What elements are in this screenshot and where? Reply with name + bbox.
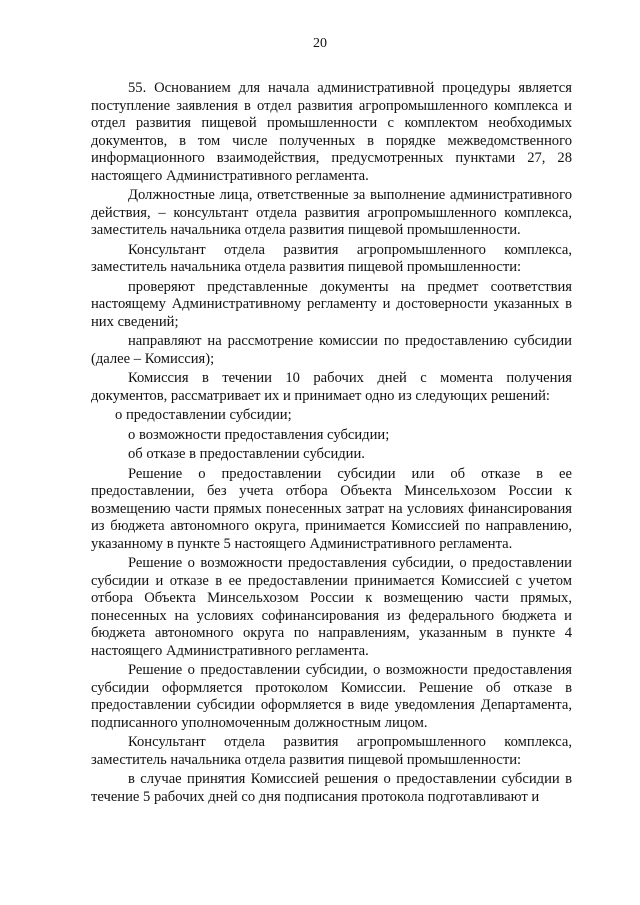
paragraph-55-basis: 55. Основанием для начала административной процедуры является поступление заявления в отдел развития агропромышленного комплекса и отдел развития пищевой промышленности с комплектом необходимых документов, в том числе полученных в порядке межведомственного информационного взаимодействия, предусмотренных пунктами 27, 28 настоящего Административного регламента. [91, 80, 572, 184]
list-item-grant-preparation: в случае принятия Комиссией решения о предоставлении субсидии в течение 5 рабочих дней со дня подписания протокола подготавливают и [91, 771, 572, 805]
list-item-decision-possibility: о возможности предоставления субсидии; [128, 426, 390, 443]
paragraph-decision-without-selection: Решение о предоставлении субсидии или об отказе в ее предоставлении, без учета отбора Объекта Минсельхозом России к возмещению части прямых понесенных затрат на условиях финансирования из бюджета автономного округа, принимается Комиссией по направлению, указанному в пункте 5 настоящего Административного регламента. [91, 465, 572, 552]
paragraph-consultant-duties-2: Консультант отдела развития агропромышленного комплекса, заместитель начальника отдела развития пищевой промышленности: [91, 734, 572, 768]
list-item-decision-grant: о предоставлении субсидии; [115, 407, 292, 423]
paragraph-responsible-officials: Должностные лица, ответственные за выполнение административного действия, – консультант отдела развития агропромышленного комплекса, заместитель начальника отдела развития пищевой промышленности. [91, 187, 572, 238]
page-number: 20 [313, 36, 327, 51]
paragraph-consultant-duties: Консультант отдела развития агропромышленного комплекса, заместитель начальника отдела развития пищевой промышленности: [91, 241, 572, 275]
paragraph-decision-formalization: Решение о предоставлении субсидии, о возможности предоставления субсидии оформляется протоколом Комиссии. Решение об отказе в предоставлении субсидии оформляется в виде уведомления Департамента, подписанного уполномоченным должностным лицом. [91, 662, 572, 731]
paragraph-commission-review: Комиссия в течении 10 рабочих дней с момента получения документов, рассматривает их и принимает одно из следующих решений: [91, 370, 572, 404]
list-item-decision-refusal: об отказе в предоставлении субсидии. [128, 446, 365, 462]
document-body [91, 80, 572, 808]
list-item-check-documents: проверяют представленные документы на предмет соответствия настоящему Административному регламенту и достоверности указанных в них сведений; [91, 278, 572, 330]
paragraph-decision-with-selection: Решение о возможности предоставления субсидии, о предоставлении субсидии и отказе в ее предоставлении принимается Комиссией с учетом отбора Объекта Минсельхозом России к возмещению части прямых, понесенных на условиях софинансирования из федерального бюджета и бюджета автономного округа по направлениям, указанным в пункте 4 настоящего Административного регламента. [91, 555, 572, 659]
list-item-send-to-commission: направляют на рассмотрение комиссии по предоставлению субсидии (далее – Комиссия); [91, 333, 572, 367]
